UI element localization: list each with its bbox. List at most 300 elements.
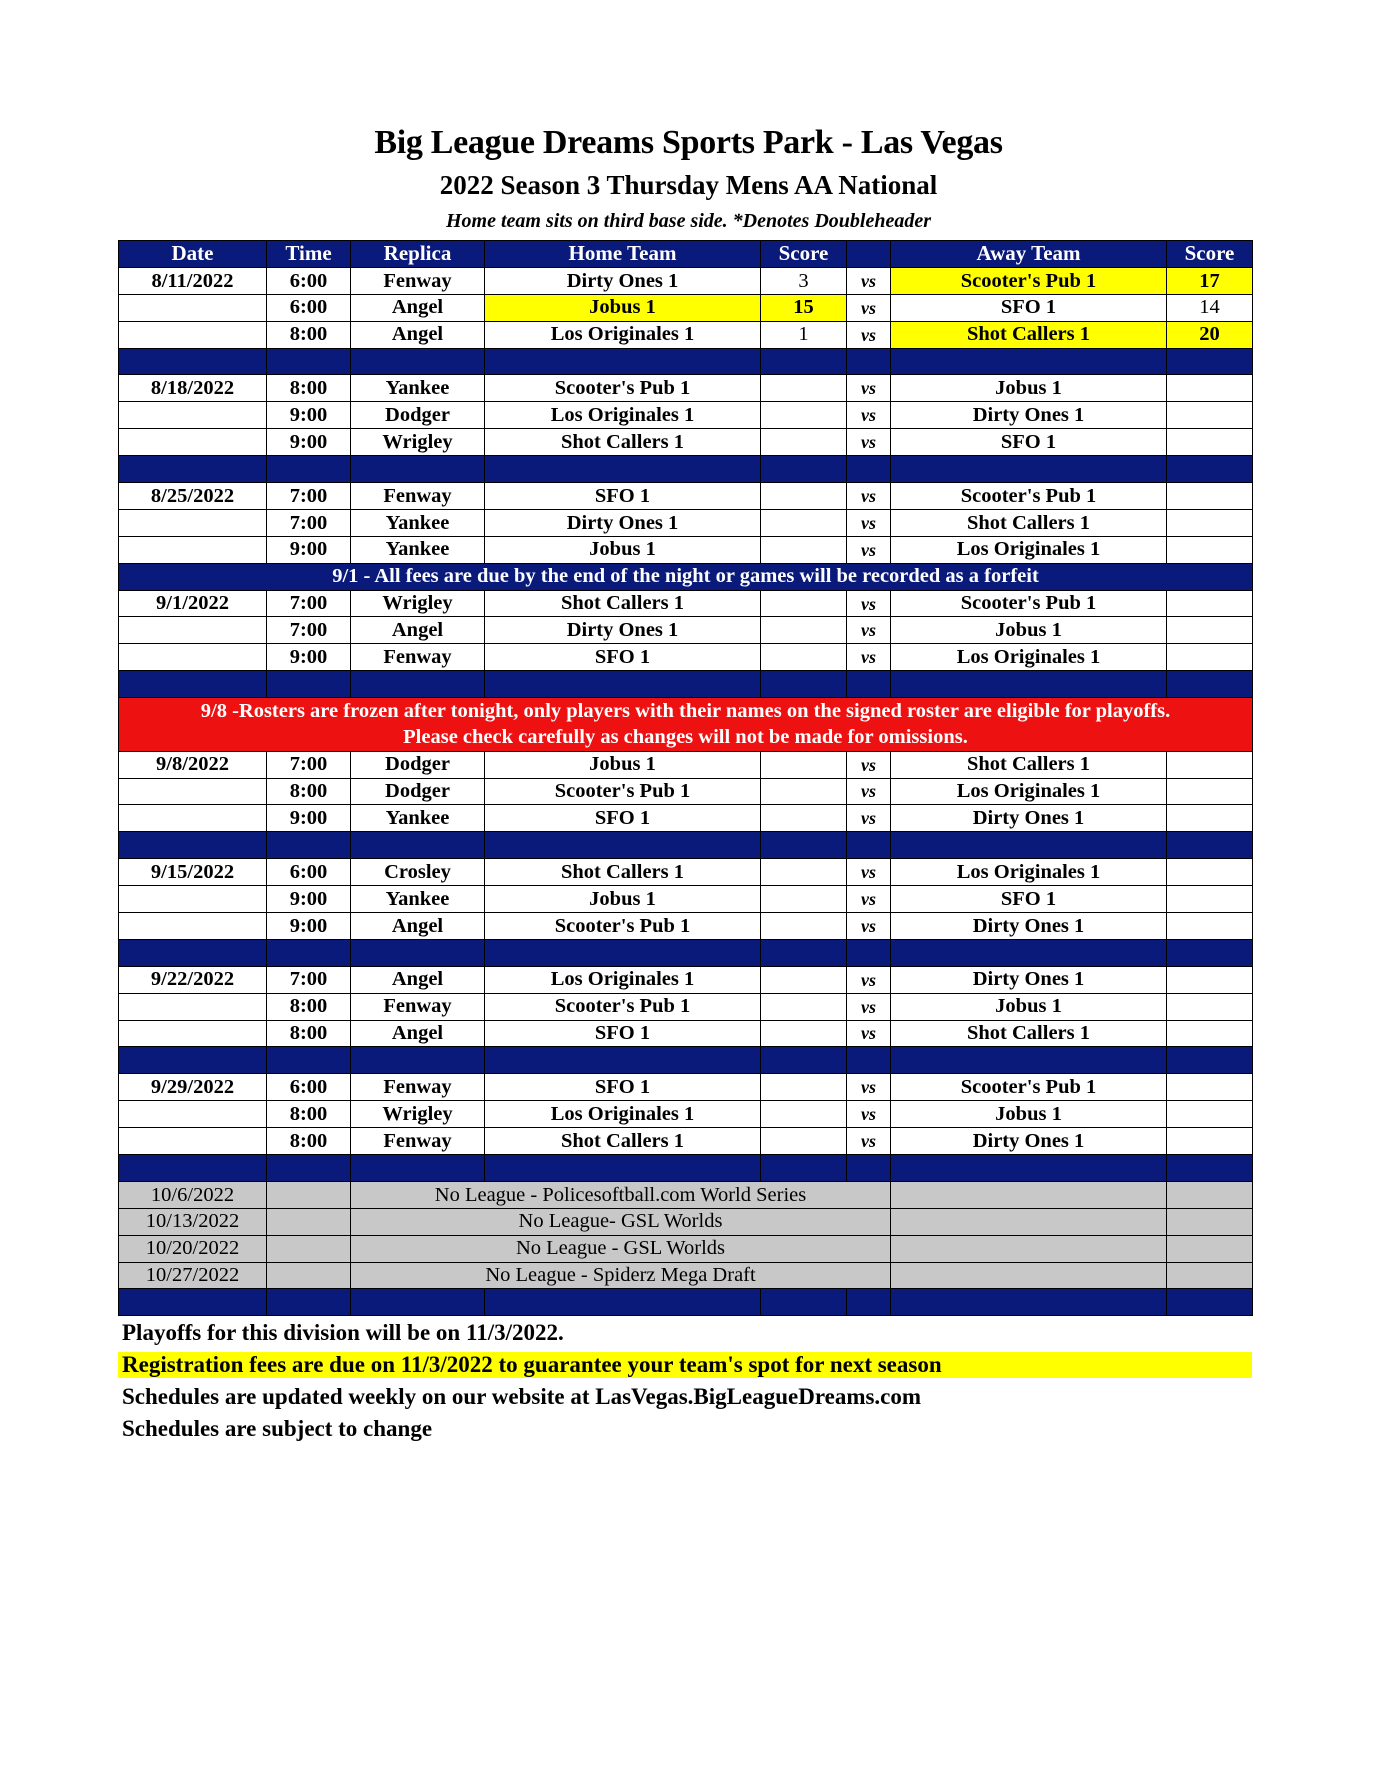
game-row xyxy=(119,805,1253,832)
home-team: Dirty Ones 1 xyxy=(485,509,761,536)
game-date: 8/18/2022 xyxy=(119,375,267,402)
separator-cell xyxy=(267,1289,351,1316)
game-time: 8:00 xyxy=(267,1101,351,1128)
home-team: SFO 1 xyxy=(485,1020,761,1047)
home-score: 1 xyxy=(761,321,847,348)
game-row xyxy=(119,294,1253,321)
vs-label: vs xyxy=(847,805,891,832)
away-score xyxy=(1167,375,1253,402)
col-header-vs xyxy=(847,241,891,268)
no-league-empty xyxy=(1167,1262,1253,1289)
game-date: 9/1/2022 xyxy=(119,590,267,617)
separator-row xyxy=(119,348,1253,375)
home-team: Shot Callers 1 xyxy=(485,859,761,886)
home-team: Scooter's Pub 1 xyxy=(485,375,761,402)
game-row xyxy=(119,429,1253,456)
separator-cell xyxy=(847,1289,891,1316)
separator-cell xyxy=(761,1289,847,1316)
away-score xyxy=(1167,778,1253,805)
no-league-empty xyxy=(891,1208,1167,1235)
fees-notice: 9/1 - All fees are due by the end of the night or games will be recorded as a forfeit xyxy=(119,563,1253,590)
no-league-text: No League - Policesoftball.com World Series xyxy=(351,1181,891,1208)
away-team: Los Originales 1 xyxy=(891,644,1167,671)
away-team: Shot Callers 1 xyxy=(891,1020,1167,1047)
game-date: 8/11/2022 xyxy=(119,267,267,294)
away-team: Shot Callers 1 xyxy=(891,751,1167,778)
game-field: Angel xyxy=(351,1020,485,1047)
game-date xyxy=(119,1020,267,1047)
home-score xyxy=(761,375,847,402)
away-team: Dirty Ones 1 xyxy=(891,805,1167,832)
separator-cell xyxy=(267,348,351,375)
no-league-date: 10/13/2022 xyxy=(119,1208,267,1235)
game-date xyxy=(119,429,267,456)
separator-cell xyxy=(891,832,1167,859)
game-field: Dodger xyxy=(351,402,485,429)
away-team: Dirty Ones 1 xyxy=(891,966,1167,993)
game-row xyxy=(119,509,1253,536)
home-team: Dirty Ones 1 xyxy=(485,617,761,644)
home-score xyxy=(761,1074,847,1101)
separator-cell xyxy=(847,671,891,698)
home-score xyxy=(761,886,847,913)
rosters-notice-row xyxy=(119,698,1253,751)
separator-row xyxy=(119,832,1253,859)
game-time: 8:00 xyxy=(267,375,351,402)
home-score xyxy=(761,483,847,510)
game-time: 6:00 xyxy=(267,859,351,886)
separator-row xyxy=(119,1047,1253,1074)
separator-cell xyxy=(891,1154,1167,1181)
separator-cell xyxy=(891,671,1167,698)
game-time: 9:00 xyxy=(267,644,351,671)
vs-label: vs xyxy=(847,1128,891,1155)
game-row xyxy=(119,1128,1253,1155)
separator-cell xyxy=(267,832,351,859)
game-time: 8:00 xyxy=(267,1128,351,1155)
separator-cell xyxy=(761,1154,847,1181)
game-date: 9/29/2022 xyxy=(119,1074,267,1101)
no-league-date: 10/27/2022 xyxy=(119,1262,267,1289)
separator-cell xyxy=(891,348,1167,375)
home-score xyxy=(761,402,847,429)
col-header-time: Time xyxy=(267,241,351,268)
vs-label: vs xyxy=(847,993,891,1020)
vs-label: vs xyxy=(847,321,891,348)
vs-label: vs xyxy=(847,509,891,536)
game-date xyxy=(119,778,267,805)
no-league-empty xyxy=(267,1181,351,1208)
game-field: Yankee xyxy=(351,509,485,536)
game-field: Yankee xyxy=(351,536,485,563)
game-time: 6:00 xyxy=(267,1074,351,1101)
home-team: Jobus 1 xyxy=(485,294,761,321)
game-field: Fenway xyxy=(351,267,485,294)
page-subtitle: 2022 Season 3 Thursday Mens AA National xyxy=(439,170,938,200)
separator-cell xyxy=(267,1047,351,1074)
vs-label: vs xyxy=(847,1101,891,1128)
no-league-row xyxy=(119,1235,1253,1262)
game-time: 6:00 xyxy=(267,267,351,294)
home-score xyxy=(761,590,847,617)
game-time: 7:00 xyxy=(267,509,351,536)
game-field: Angel xyxy=(351,321,485,348)
no-league-text: No League - Spiderz Mega Draft xyxy=(351,1262,891,1289)
vs-label: vs xyxy=(847,912,891,939)
vs-label: vs xyxy=(847,483,891,510)
separator-cell xyxy=(351,456,485,483)
separator-cell xyxy=(847,832,891,859)
game-row xyxy=(119,644,1253,671)
separator-cell xyxy=(891,1289,1167,1316)
rosters-notice xyxy=(119,698,1253,751)
home-score xyxy=(761,993,847,1020)
vs-label: vs xyxy=(847,590,891,617)
game-row xyxy=(119,1101,1253,1128)
separator-cell xyxy=(1167,671,1253,698)
footer-playoffs: Playoffs for this division will be on 11/3/2022. xyxy=(122,1320,564,1345)
vs-label: vs xyxy=(847,644,891,671)
separator-cell xyxy=(761,671,847,698)
away-team: Los Originales 1 xyxy=(891,778,1167,805)
no-league-date: 10/20/2022 xyxy=(119,1235,267,1262)
separator-cell xyxy=(847,348,891,375)
col-header-away-score: Score xyxy=(1167,241,1253,268)
separator-cell xyxy=(891,456,1167,483)
away-team: Scooter's Pub 1 xyxy=(891,267,1167,294)
home-score xyxy=(761,429,847,456)
separator-row xyxy=(119,1154,1253,1181)
away-team: Scooter's Pub 1 xyxy=(891,1074,1167,1101)
separator-cell xyxy=(351,939,485,966)
separator-cell xyxy=(351,1289,485,1316)
vs-label: vs xyxy=(847,1020,891,1047)
home-score xyxy=(761,751,847,778)
game-row xyxy=(119,375,1253,402)
no-league-empty xyxy=(267,1262,351,1289)
vs-label: vs xyxy=(847,294,891,321)
home-team: Scooter's Pub 1 xyxy=(485,912,761,939)
game-date xyxy=(119,402,267,429)
vs-label: vs xyxy=(847,267,891,294)
game-field: Fenway xyxy=(351,644,485,671)
vs-label: vs xyxy=(847,886,891,913)
fees-notice-row xyxy=(119,563,1253,590)
separator-cell xyxy=(119,456,267,483)
home-team: Shot Callers 1 xyxy=(485,1128,761,1155)
game-date: 9/8/2022 xyxy=(119,751,267,778)
separator-cell xyxy=(485,939,761,966)
game-field: Yankee xyxy=(351,805,485,832)
separator-cell xyxy=(485,832,761,859)
home-score xyxy=(761,1020,847,1047)
col-header-home-team: Home Team xyxy=(485,241,761,268)
game-time: 8:00 xyxy=(267,778,351,805)
footer-change: Schedules are subject to change xyxy=(122,1416,433,1441)
away-team: Jobus 1 xyxy=(891,1101,1167,1128)
game-field: Angel xyxy=(351,294,485,321)
game-row xyxy=(119,912,1253,939)
away-score xyxy=(1167,429,1253,456)
footer-website: Schedules are updated weekly on our website at LasVegas.BigLeagueDreams.com xyxy=(122,1384,922,1409)
separator-cell xyxy=(267,456,351,483)
home-score: 15 xyxy=(761,294,847,321)
schedule-body xyxy=(119,267,1253,1315)
vs-label: vs xyxy=(847,778,891,805)
game-field: Fenway xyxy=(351,1074,485,1101)
game-date: 9/15/2022 xyxy=(119,859,267,886)
game-time: 7:00 xyxy=(267,617,351,644)
separator-cell xyxy=(267,939,351,966)
separator-cell xyxy=(761,456,847,483)
no-league-empty xyxy=(891,1181,1167,1208)
game-time: 7:00 xyxy=(267,751,351,778)
home-team: Jobus 1 xyxy=(485,536,761,563)
no-league-row xyxy=(119,1262,1253,1289)
game-field: Dodger xyxy=(351,778,485,805)
separator-cell xyxy=(267,671,351,698)
rosters-notice-line2: Please check carefully as changes will not be made for omissions. xyxy=(403,726,968,749)
home-team: Shot Callers 1 xyxy=(485,429,761,456)
game-date xyxy=(119,912,267,939)
away-score: 20 xyxy=(1167,321,1253,348)
home-team: Shot Callers 1 xyxy=(485,590,761,617)
away-score: 17 xyxy=(1167,267,1253,294)
game-row xyxy=(119,886,1253,913)
away-score xyxy=(1167,402,1253,429)
game-row xyxy=(119,617,1253,644)
game-date xyxy=(119,536,267,563)
game-date xyxy=(119,509,267,536)
separator-cell xyxy=(267,1154,351,1181)
home-team: SFO 1 xyxy=(485,1074,761,1101)
separator-cell xyxy=(485,456,761,483)
away-team: Los Originales 1 xyxy=(891,536,1167,563)
separator-cell xyxy=(1167,1289,1253,1316)
separator-row xyxy=(119,939,1253,966)
separator-cell xyxy=(1167,832,1253,859)
col-header-date: Date xyxy=(119,241,267,268)
home-score xyxy=(761,805,847,832)
home-score xyxy=(761,859,847,886)
game-time: 9:00 xyxy=(267,886,351,913)
game-time: 7:00 xyxy=(267,590,351,617)
away-score: 14 xyxy=(1167,294,1253,321)
separator-cell xyxy=(351,832,485,859)
home-score xyxy=(761,912,847,939)
home-team: SFO 1 xyxy=(485,483,761,510)
col-header-away-team: Away Team xyxy=(891,241,1167,268)
away-score xyxy=(1167,751,1253,778)
game-field: Fenway xyxy=(351,993,485,1020)
separator-cell xyxy=(1167,1154,1253,1181)
separator-cell xyxy=(119,1289,267,1316)
game-date xyxy=(119,1101,267,1128)
away-score xyxy=(1167,590,1253,617)
separator-cell xyxy=(1167,456,1253,483)
game-time: 8:00 xyxy=(267,1020,351,1047)
separator-cell xyxy=(119,939,267,966)
away-score xyxy=(1167,966,1253,993)
game-time: 7:00 xyxy=(267,483,351,510)
game-field: Wrigley xyxy=(351,590,485,617)
away-score xyxy=(1167,644,1253,671)
away-score xyxy=(1167,483,1253,510)
separator-cell xyxy=(485,1154,761,1181)
game-time: 8:00 xyxy=(267,993,351,1020)
away-team: Dirty Ones 1 xyxy=(891,912,1167,939)
no-league-empty xyxy=(891,1235,1167,1262)
game-field: Yankee xyxy=(351,375,485,402)
home-score xyxy=(761,509,847,536)
vs-label: vs xyxy=(847,859,891,886)
col-header-home-score: Score xyxy=(761,241,847,268)
home-score xyxy=(761,966,847,993)
game-row xyxy=(119,536,1253,563)
away-team: SFO 1 xyxy=(891,294,1167,321)
vs-label: vs xyxy=(847,751,891,778)
game-field: Fenway xyxy=(351,1128,485,1155)
separator-cell xyxy=(485,671,761,698)
game-row xyxy=(119,590,1253,617)
separator-cell xyxy=(761,1047,847,1074)
separator-row xyxy=(119,671,1253,698)
game-date xyxy=(119,1128,267,1155)
away-team: Scooter's Pub 1 xyxy=(891,483,1167,510)
separator-cell xyxy=(351,671,485,698)
game-date xyxy=(119,644,267,671)
game-row xyxy=(119,267,1253,294)
game-row xyxy=(119,402,1253,429)
home-team: Scooter's Pub 1 xyxy=(485,778,761,805)
game-row xyxy=(119,321,1253,348)
away-team: Dirty Ones 1 xyxy=(891,402,1167,429)
game-row xyxy=(119,993,1253,1020)
away-score xyxy=(1167,509,1253,536)
home-team: SFO 1 xyxy=(485,644,761,671)
vs-label: vs xyxy=(847,429,891,456)
page-title: Big League Dreams Sports Park - Las Vegas xyxy=(374,124,1003,161)
away-team: Jobus 1 xyxy=(891,375,1167,402)
home-score xyxy=(761,617,847,644)
no-league-text: No League - GSL Worlds xyxy=(351,1235,891,1262)
home-team: Dirty Ones 1 xyxy=(485,267,761,294)
home-team: SFO 1 xyxy=(485,805,761,832)
no-league-empty xyxy=(1167,1181,1253,1208)
game-time: 9:00 xyxy=(267,536,351,563)
away-score xyxy=(1167,805,1253,832)
separator-cell xyxy=(485,1047,761,1074)
separator-row xyxy=(119,1289,1253,1316)
game-date xyxy=(119,886,267,913)
separator-cell xyxy=(847,1154,891,1181)
home-team: Scooter's Pub 1 xyxy=(485,993,761,1020)
game-date: 8/25/2022 xyxy=(119,483,267,510)
away-score xyxy=(1167,536,1253,563)
vs-label: vs xyxy=(847,1074,891,1101)
away-score xyxy=(1167,1101,1253,1128)
game-field: Angel xyxy=(351,966,485,993)
away-score xyxy=(1167,617,1253,644)
game-date xyxy=(119,294,267,321)
game-date: 9/22/2022 xyxy=(119,966,267,993)
game-time: 8:00 xyxy=(267,321,351,348)
game-row xyxy=(119,751,1253,778)
separator-cell xyxy=(119,348,267,375)
no-league-row xyxy=(119,1208,1253,1235)
home-score xyxy=(761,644,847,671)
away-team: Shot Callers 1 xyxy=(891,509,1167,536)
game-field: Fenway xyxy=(351,483,485,510)
game-date xyxy=(119,993,267,1020)
home-score xyxy=(761,1101,847,1128)
game-date xyxy=(119,805,267,832)
separator-cell xyxy=(1167,348,1253,375)
away-score xyxy=(1167,886,1253,913)
separator-cell xyxy=(485,1289,761,1316)
game-date xyxy=(119,321,267,348)
away-score xyxy=(1167,993,1253,1020)
game-time: 7:00 xyxy=(267,966,351,993)
no-league-empty xyxy=(1167,1235,1253,1262)
table-header-row xyxy=(119,241,1253,268)
separator-cell xyxy=(847,456,891,483)
no-league-empty xyxy=(891,1262,1167,1289)
footer-registration: Registration fees are due on 11/3/2022 to guarantee your team's spot for next season xyxy=(118,1352,1252,1378)
away-team: Jobus 1 xyxy=(891,993,1167,1020)
separator-cell xyxy=(761,348,847,375)
no-league-empty xyxy=(267,1208,351,1235)
away-team: SFO 1 xyxy=(891,429,1167,456)
schedule-table xyxy=(118,240,1253,1316)
game-field: Wrigley xyxy=(351,429,485,456)
away-score xyxy=(1167,859,1253,886)
separator-cell xyxy=(891,939,1167,966)
game-field: Angel xyxy=(351,912,485,939)
vs-label: vs xyxy=(847,402,891,429)
separator-cell xyxy=(351,1154,485,1181)
game-row xyxy=(119,859,1253,886)
away-score xyxy=(1167,1128,1253,1155)
separator-cell xyxy=(891,1047,1167,1074)
separator-cell xyxy=(847,939,891,966)
home-team: Jobus 1 xyxy=(485,886,761,913)
game-field: Angel xyxy=(351,617,485,644)
no-league-date: 10/6/2022 xyxy=(119,1181,267,1208)
home-team: Los Originales 1 xyxy=(485,1101,761,1128)
vs-label: vs xyxy=(847,375,891,402)
game-row xyxy=(119,483,1253,510)
home-team: Los Originales 1 xyxy=(485,966,761,993)
game-time: 9:00 xyxy=(267,805,351,832)
home-team: Los Originales 1 xyxy=(485,321,761,348)
separator-cell xyxy=(485,348,761,375)
separator-cell xyxy=(761,939,847,966)
away-team: Los Originales 1 xyxy=(891,859,1167,886)
rosters-notice-line1: 9/8 -Rosters are frozen after tonight, only players with their names on the signed roster are eligible for playoffs. xyxy=(200,700,1171,723)
away-team: Shot Callers 1 xyxy=(891,321,1167,348)
home-score xyxy=(761,536,847,563)
away-score xyxy=(1167,1020,1253,1047)
game-row xyxy=(119,1074,1253,1101)
away-team: Scooter's Pub 1 xyxy=(891,590,1167,617)
game-field: Crosley xyxy=(351,859,485,886)
separator-cell xyxy=(761,832,847,859)
away-score xyxy=(1167,1074,1253,1101)
home-team: Los Originales 1 xyxy=(485,402,761,429)
vs-label: vs xyxy=(847,617,891,644)
page-note: Home team sits on third base side. *Denotes Doubleheader xyxy=(446,210,931,232)
